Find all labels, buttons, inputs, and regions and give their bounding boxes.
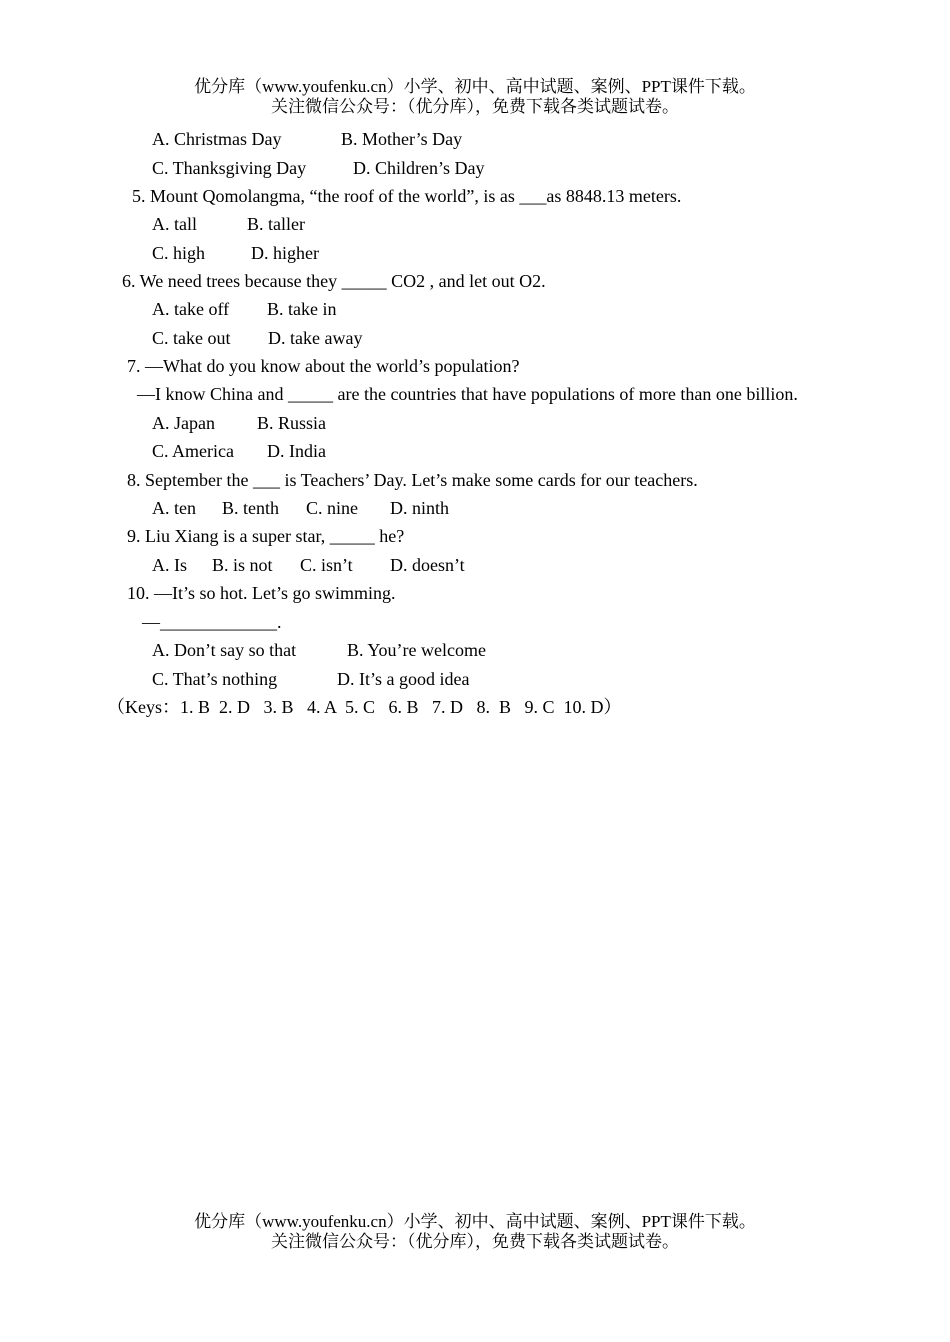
q8-option-b: B. tenth <box>222 498 279 518</box>
q6-option-c: C. take out <box>152 328 231 348</box>
q10-stem-response: —_____________. <box>142 612 282 632</box>
q6-option-a: A. take off <box>152 299 230 319</box>
q5-option-b: B. taller <box>247 214 305 234</box>
q5-option-c: C. high <box>152 243 206 263</box>
q4-option-b: B. Mother’s Day <box>341 129 463 149</box>
q10-option-c: C. That’s nothing <box>152 669 278 689</box>
q10-stem: 10. —It’s so hot. Let’s go swimming. <box>127 583 396 603</box>
q9-option-c: C. isn’t <box>300 555 353 575</box>
q4-option-d: D. Children’s Day <box>353 158 485 178</box>
q9-stem: 9. Liu Xiang is a super star, _____ he? <box>127 526 405 546</box>
header-line-2: 关注微信公众号：（优分库），免费下载各类试题试卷。 <box>271 97 679 116</box>
q10-option-a: A. Don’t say so that <box>152 640 297 660</box>
q6-option-b: B. take in <box>267 299 337 319</box>
q7-stem-response: —I know China and _____ are the countries that have populations of more than one billion. <box>137 384 798 404</box>
q10-option-d: D. It’s a good idea <box>337 669 470 689</box>
q4-option-c: C. Thanksgiving Day <box>152 158 307 178</box>
q7-option-b: B. Russia <box>257 413 327 433</box>
q8-option-a: A. ten <box>152 498 196 518</box>
q9-option-b: B. is not <box>212 555 273 575</box>
q9-option-a: A. Is <box>152 555 187 575</box>
q5-option-d: D. higher <box>251 243 319 263</box>
q8-option-d: D. ninth <box>390 498 450 518</box>
q8-option-c: C. nine <box>306 498 358 518</box>
q9-option-d: D. doesn’t <box>390 555 465 575</box>
q7-option-d: D. India <box>267 441 326 461</box>
q4-option-a: A. Christmas Day <box>152 129 282 149</box>
q6-option-d: D. take away <box>268 328 363 348</box>
q7-stem: 7. —What do you know about the world’s population? <box>127 356 520 376</box>
q10-option-b: B. You’re welcome <box>347 640 486 660</box>
q7-option-a: A. Japan <box>152 413 215 433</box>
q8-stem: 8. September the ___ is Teachers’ Day. Let’s make some cards for our teachers. <box>127 470 698 490</box>
header-line-1: 优分库（www.youfenku.cn）小学、初中、高中试题、案例、PPT课件下载。 <box>194 77 756 96</box>
answer-keys: （Keys：1. B 2. D 3. B 4. A 5. C 6. B 7. D 8. B 9. C 10. D） <box>107 697 622 717</box>
q6-stem: 6. We need trees because they _____ CO2 , and let out O2. <box>122 271 546 291</box>
q5-stem: 5. Mount Qomolangma, “the roof of the world”, is as ___as 8848.13 meters. <box>132 186 682 206</box>
q5-option-a: A. tall <box>152 214 197 234</box>
q7-option-c: C. America <box>152 441 234 461</box>
footer-line-2: 关注微信公众号：（优分库），免费下载各类试题试卷。 <box>271 1232 679 1251</box>
footer-line-1: 优分库（www.youfenku.cn）小学、初中、高中试题、案例、PPT课件下载。 <box>194 1212 756 1231</box>
